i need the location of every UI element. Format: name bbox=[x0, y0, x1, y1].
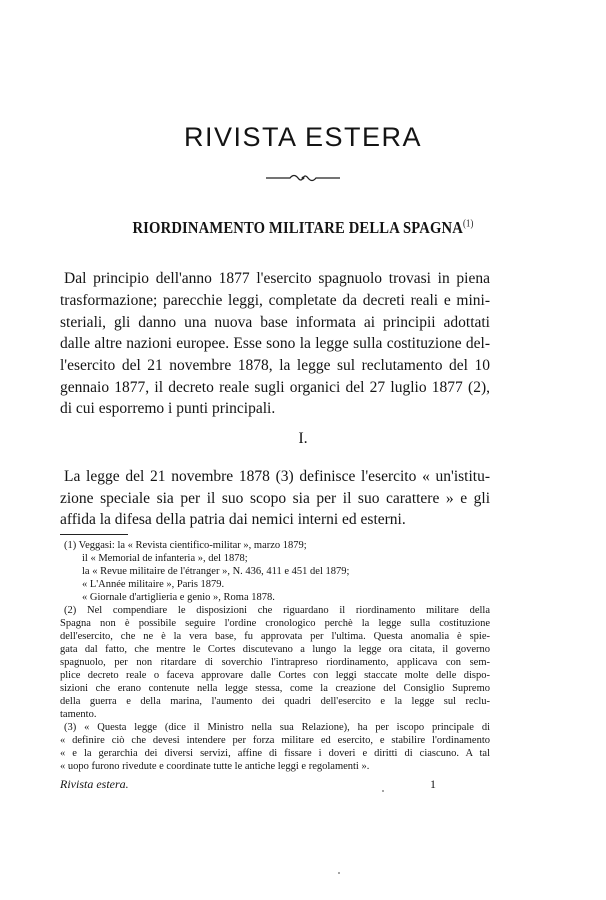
footnote-line: « L'Année militaire », Paris 1879. bbox=[82, 579, 225, 590]
footnote-line: della guerra e della marina, l'aumento dei quadri dell'esercito e la legge sul reclu- bbox=[60, 696, 490, 707]
page-number: 1 bbox=[430, 777, 436, 791]
intro-line: steriali, gli danno una nuova base informata ai principii adottati bbox=[60, 314, 490, 331]
article-title-text: RIORDINAMENTO MILITARE DELLA SPAGNA bbox=[132, 218, 464, 237]
intro-line: Dal principio dell'anno 1877 l'esercito spagnuolo trovasi in piena bbox=[64, 270, 490, 287]
paper-speck bbox=[338, 872, 340, 874]
article-title bbox=[42, 218, 563, 238]
intro-line: di cui esporremo i punti principali. bbox=[60, 400, 276, 417]
intro-line: gennaio 1877, il decreto reale sugli organici del 27 luglio 1877 (2), bbox=[60, 379, 490, 396]
footnote-rule bbox=[60, 534, 128, 535]
footnote-line: « definire ciò che devesi intendere per forza militare ed esercito, e stabilire l'ordinamento bbox=[60, 735, 490, 746]
section-title: RIVISTA ESTERA bbox=[183, 122, 423, 152]
section-number: I. bbox=[298, 430, 308, 447]
footnote-line: « uopo furono rivedute e coordinate tutte le antiche leggi e regolamenti ». bbox=[60, 761, 370, 772]
intro-line: trasformazione; parecchie leggi, completate da decreti reali e mini- bbox=[60, 292, 490, 309]
footnote-line: (3) « Questa legge (dice il Ministro nella sua Relazione), ha per iscopo principale di bbox=[64, 722, 490, 733]
section-line: affida la difesa della patria dai nemici interni ed esterni. bbox=[60, 511, 406, 528]
footnote-ref-1: (1) bbox=[463, 218, 474, 230]
intro-line: l'esercito del 21 novembre 1878, la legge sul reclutamento del 10 bbox=[60, 357, 490, 374]
running-footer: Rivista estera. bbox=[60, 777, 129, 791]
footnote-line: sizioni che erano contenute nella legge stessa, come la creazione del Consiglio Supremo bbox=[60, 683, 490, 694]
footnote-line: (2) Nel compendiare le disposizioni che riguardano il riordinamento militare della bbox=[64, 605, 490, 616]
ornament-divider bbox=[266, 172, 340, 184]
paper-speck bbox=[382, 790, 384, 792]
footnote-line: spagnuolo, per non ritardare di soverchio l'intrapreso riordinamento, applicava con sem- bbox=[60, 657, 490, 668]
intro-line: dalle altre nazioni europee. Esse sono la legge sulla costituzione del- bbox=[60, 335, 490, 352]
footnote-line: dell'esercito, che ne è la vera base, fu approvata per l'ultima. Questa anomalia è spie- bbox=[60, 631, 490, 642]
footnote-line: la « Revue militaire de l'étranger », N. 436, 411 e 451 del 1879; bbox=[82, 566, 350, 577]
section-line: zione speciale sia per il suo scopo sia per il suo carattere » e gli bbox=[60, 490, 490, 507]
section-line: La legge del 21 novembre 1878 (3) definisce l'esercito « un'istitu- bbox=[64, 468, 490, 485]
footnote-line: plice decreto reale o faceva approvare dalle Cortes con leggi staccate molte delle dispo- bbox=[60, 670, 490, 681]
footnote-line: Spagna non è possibile seguire l'ordine cronologico perchè la legge sulla costituzione bbox=[60, 618, 490, 629]
footnote-line: « e la gerarchia dei diversi servizi, affine di fissare i doveri e diritti di ciascuno. A tal bbox=[60, 748, 490, 759]
footnote-line: tamento. bbox=[60, 709, 97, 720]
footnote-line: il « Memorial de infanteria », del 1878; bbox=[82, 553, 248, 564]
footnote-line: (1) Veggasi: la « Revista cientifico-militar », marzo 1879; bbox=[64, 540, 307, 551]
footnote-line: gata dal fatto, che mentre le Cortes discutevano a lungo la legge ora citata, il governo bbox=[60, 644, 490, 655]
footnote-line: « Giornale d'artiglieria e genio », Roma 1878. bbox=[82, 592, 275, 603]
